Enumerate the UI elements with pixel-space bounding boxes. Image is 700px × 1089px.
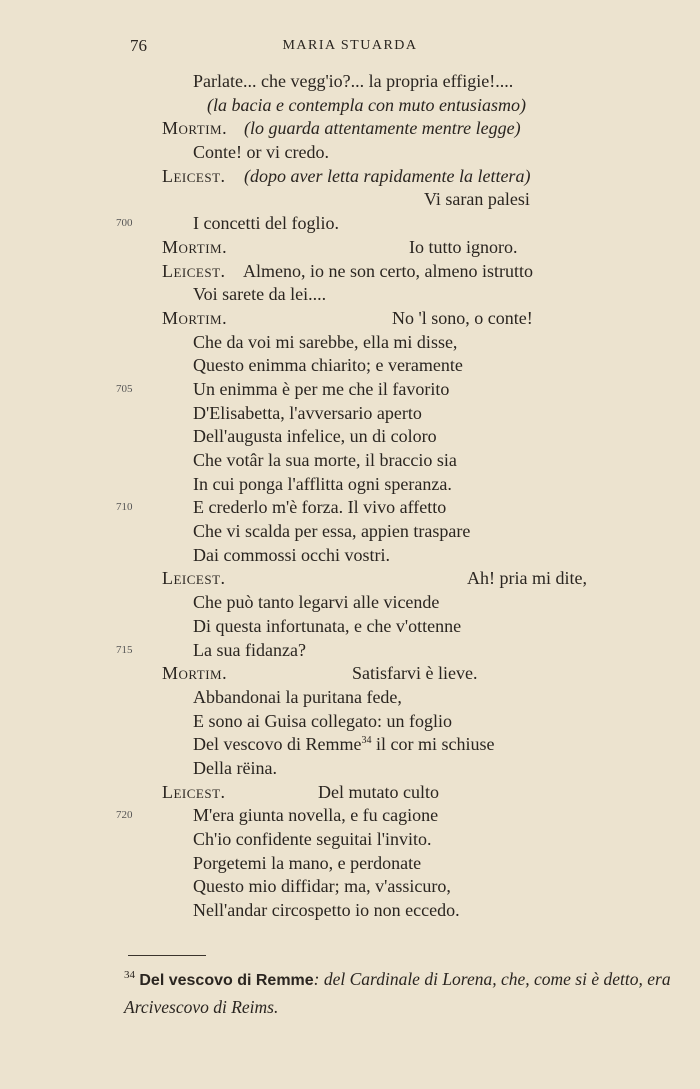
- verse-text: Satisfarvi è lieve.: [352, 663, 478, 684]
- verse-text: Questo enimma chiarito; e veramente: [193, 355, 463, 376]
- verse-text: Parlate... che vegg'io?... la propria effigie!....: [193, 71, 514, 91]
- verse-line: [0, 615, 700, 639]
- verse-line: [0, 141, 700, 165]
- verse-line: [0, 165, 700, 189]
- line-number: 715: [116, 643, 133, 656]
- verse-line: [0, 781, 700, 805]
- verse-line: [0, 875, 700, 899]
- verse-line: [0, 828, 700, 852]
- verse-text: Nell'andar circospetto io non eccedo.: [193, 900, 460, 921]
- verse-text: Abbandonai la puritana fede,: [193, 686, 402, 707]
- verse-text: La sua fidanza?: [193, 639, 306, 660]
- stage-direction: (la bacia e contempla con muto entusiasmo): [207, 94, 526, 115]
- verse-line: [0, 283, 700, 307]
- verse-text: Ch'io confidente seguitai l'invito.: [193, 829, 432, 849]
- verse-text: E sono ai Guisa collegato: un foglio: [193, 710, 452, 731]
- footnote-reference: 34: [361, 735, 372, 747]
- verse-line: [0, 639, 700, 663]
- footnote: [124, 966, 684, 1020]
- speaker-name: Leicest.: [162, 568, 226, 589]
- verse-line: [0, 260, 700, 284]
- verse-line: [0, 804, 700, 828]
- footnote-divider: [128, 955, 206, 956]
- footnote-marker: 34: [124, 969, 135, 982]
- verse-text: No 'l sono, o conte!: [392, 307, 533, 328]
- stage-direction: (lo guarda attentamente mentre legge): [244, 118, 521, 139]
- verse-line: [0, 591, 700, 615]
- verse-line: [0, 899, 700, 923]
- verse-line: [0, 567, 700, 591]
- page-header: [0, 36, 700, 58]
- verse-line: [0, 188, 700, 212]
- verse-line: [0, 331, 700, 355]
- verse-line: [0, 496, 700, 520]
- verse-text: Un enimma è per me che il favorito: [193, 378, 450, 399]
- verse-text: Che da voi mi sarebbe, ella mi disse,: [193, 331, 458, 352]
- speaker-name: Leicest.: [162, 260, 226, 281]
- speaker-name: Mortim.: [162, 663, 228, 684]
- verse-line: [0, 662, 700, 686]
- verse-text: Vi saran palesi: [424, 189, 530, 210]
- verse-text: Che votâr la sua morte, il braccio sia: [193, 450, 457, 470]
- verse-text: Del mutato culto: [318, 781, 439, 802]
- verse-line: [0, 544, 700, 568]
- verse-block: [0, 70, 700, 923]
- line-number: 705: [116, 382, 133, 395]
- speaker-name: Mortim.: [162, 118, 228, 139]
- verse-line: [0, 449, 700, 473]
- page-number: 76: [130, 36, 147, 55]
- verse-line: [0, 686, 700, 710]
- verse-line: [0, 852, 700, 876]
- verse-line: [0, 307, 700, 331]
- verse-line: [0, 402, 700, 426]
- speaker-name: Leicest.: [162, 165, 226, 186]
- speaker-name: Mortim.: [162, 236, 228, 257]
- footnote-heading: Del vescovo di Remme: [139, 972, 314, 989]
- verse-text: Che vi scalda per essa, appien traspare: [193, 521, 471, 542]
- verse-text-after: il cor mi schiuse: [371, 734, 495, 755]
- verse-line: [0, 520, 700, 544]
- verse-line-with-ref: [193, 733, 494, 757]
- verse-line: [0, 473, 700, 497]
- verse-text: Questo mio diffidar; ma, v'assicuro,: [193, 876, 451, 897]
- verse-text: Conte! or vi credo.: [193, 142, 329, 163]
- verse-line: [0, 425, 700, 449]
- verse-text: Della rëina.: [193, 757, 277, 778]
- verse-line: [0, 354, 700, 378]
- verse-line: [0, 70, 700, 94]
- verse-line: [0, 212, 700, 236]
- verse-line: [0, 117, 700, 141]
- speaker-name: Mortim.: [162, 307, 228, 328]
- verse-text: Voi sarete da lei....: [193, 284, 327, 305]
- verse-line: [0, 757, 700, 781]
- verse-text: Ah! pria mi dite,: [467, 568, 587, 589]
- line-number: 720: [116, 809, 133, 822]
- verse-text: D'Elisabetta, l'avversario aperto: [193, 402, 422, 423]
- speaker-name: Leicest.: [162, 781, 226, 802]
- verse-text: Che può tanto legarvi alle vicende: [193, 592, 440, 613]
- verse-text: Dai commossi occhi vostri.: [193, 544, 390, 565]
- verse-text: Porgetemi la mano, e perdonate: [193, 852, 422, 873]
- verse-text: M'era giunta novella, e fu cagione: [193, 805, 439, 826]
- verse-text: Di questa infortunata, e che v'ottenne: [193, 615, 462, 636]
- verse-line: [0, 733, 700, 757]
- verse-text: In cui ponga l'afflitta ogni speranza.: [193, 473, 452, 494]
- verse-text: Almeno, io ne son certo, almeno istrutto: [243, 260, 533, 281]
- stage-direction-line: [0, 94, 700, 118]
- verse-line: [0, 710, 700, 734]
- verse-text: E crederlo m'è forza. Il vivo affetto: [193, 497, 447, 518]
- verse-line: [0, 378, 700, 402]
- line-number: 710: [116, 501, 133, 514]
- verse-text: Io tutto ignoro.: [409, 236, 518, 257]
- line-number: 700: [116, 217, 133, 230]
- verse-text: Del vescovo di Remme: [193, 734, 362, 755]
- verse-line: [0, 236, 700, 260]
- running-title: MARIA STUARDA: [282, 38, 418, 53]
- stage-direction: (dopo aver letta rapidamente la lettera): [244, 165, 531, 186]
- verse-text: I concetti del foglio.: [193, 213, 339, 234]
- footnote-text: : del Cardinale di Lorena, che, come si è detto, era Arcivescovo di Reims.: [124, 969, 671, 1017]
- verse-text: Dell'augusta infelice, un di coloro: [193, 426, 437, 447]
